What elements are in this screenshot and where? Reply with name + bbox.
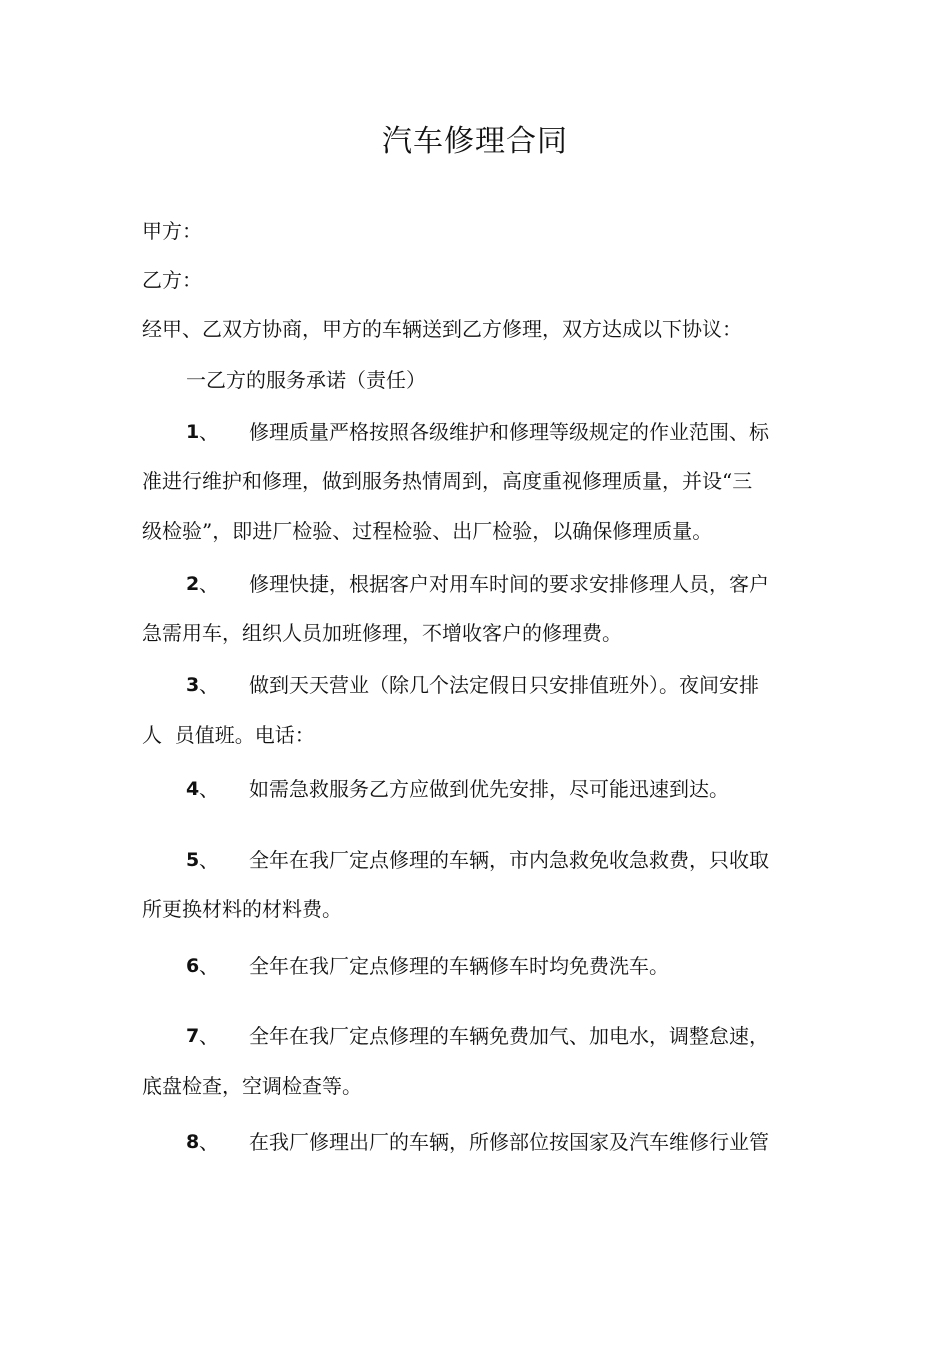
item-separator: 、 (199, 848, 219, 872)
party-a-label: 甲方： (142, 219, 202, 243)
item-line: 级检验”，即进厂检验、过程检验、出厂检验，以确保修理质量。 (142, 519, 713, 543)
document-title: 汽车修理合同 (382, 124, 568, 159)
item-number: 2 (186, 573, 200, 595)
item-line: 如需急救服务乙方应做到优先安排，尽可能迅速到达。 (249, 777, 729, 801)
item-line: 全年在我厂定点修理的车辆，市内急救免收急救费，只收取 (249, 848, 769, 872)
item-number: 6 (186, 955, 200, 977)
section-heading: 一乙方的服务承诺（责任） (186, 368, 426, 392)
item-line: 在我厂修理出厂的车辆，所修部位按国家及汽车维修行业管 (249, 1130, 769, 1154)
item-separator: 、 (199, 954, 219, 978)
item-number: 4 (186, 778, 200, 800)
item-separator: 、 (199, 420, 219, 444)
item-separator: 、 (199, 1024, 219, 1048)
item-line: 修理质量严格按照各级维护和修理等级规定的作业范围、标 (249, 420, 769, 444)
item-line: 急需用车，组织人员加班修理，不增收客户的修理费。 (142, 621, 622, 645)
item-line: 做到天天营业（除几个法定假日只安排值班外）。夜间安排 (249, 673, 759, 697)
item-separator: 、 (199, 673, 219, 697)
item-line: 所更换材料的材料费。 (142, 897, 342, 921)
party-b-label: 乙方： (142, 268, 202, 292)
item-number: 8 (186, 1131, 200, 1153)
item-line: 底盘检查，空调检查等。 (142, 1074, 362, 1098)
item-separator: 、 (199, 1130, 219, 1154)
item-line: 修理快捷，根据客户对用车时间的要求安排修理人员，客户 (249, 572, 769, 596)
item-line: 人 员值班。电话： (142, 723, 315, 747)
item-line: 全年在我厂定点修理的车辆修车时均免费洗车。 (249, 954, 669, 978)
item-separator: 、 (199, 572, 219, 596)
item-line: 准进行维护和修理，做到服务热情周到，高度重视修理质量，并设“三 (142, 469, 753, 493)
item-number: 5 (186, 849, 200, 871)
item-number: 1 (186, 421, 200, 443)
item-separator: 、 (199, 777, 219, 801)
item-number: 3 (186, 674, 200, 696)
item-line: 全年在我厂定点修理的车辆免费加气、加电水，调整怠速， (249, 1024, 769, 1048)
item-number: 7 (186, 1025, 200, 1047)
preamble-text: 经甲、乙双方协商，甲方的车辆送到乙方修理，双方达成以下协议： (142, 317, 742, 341)
